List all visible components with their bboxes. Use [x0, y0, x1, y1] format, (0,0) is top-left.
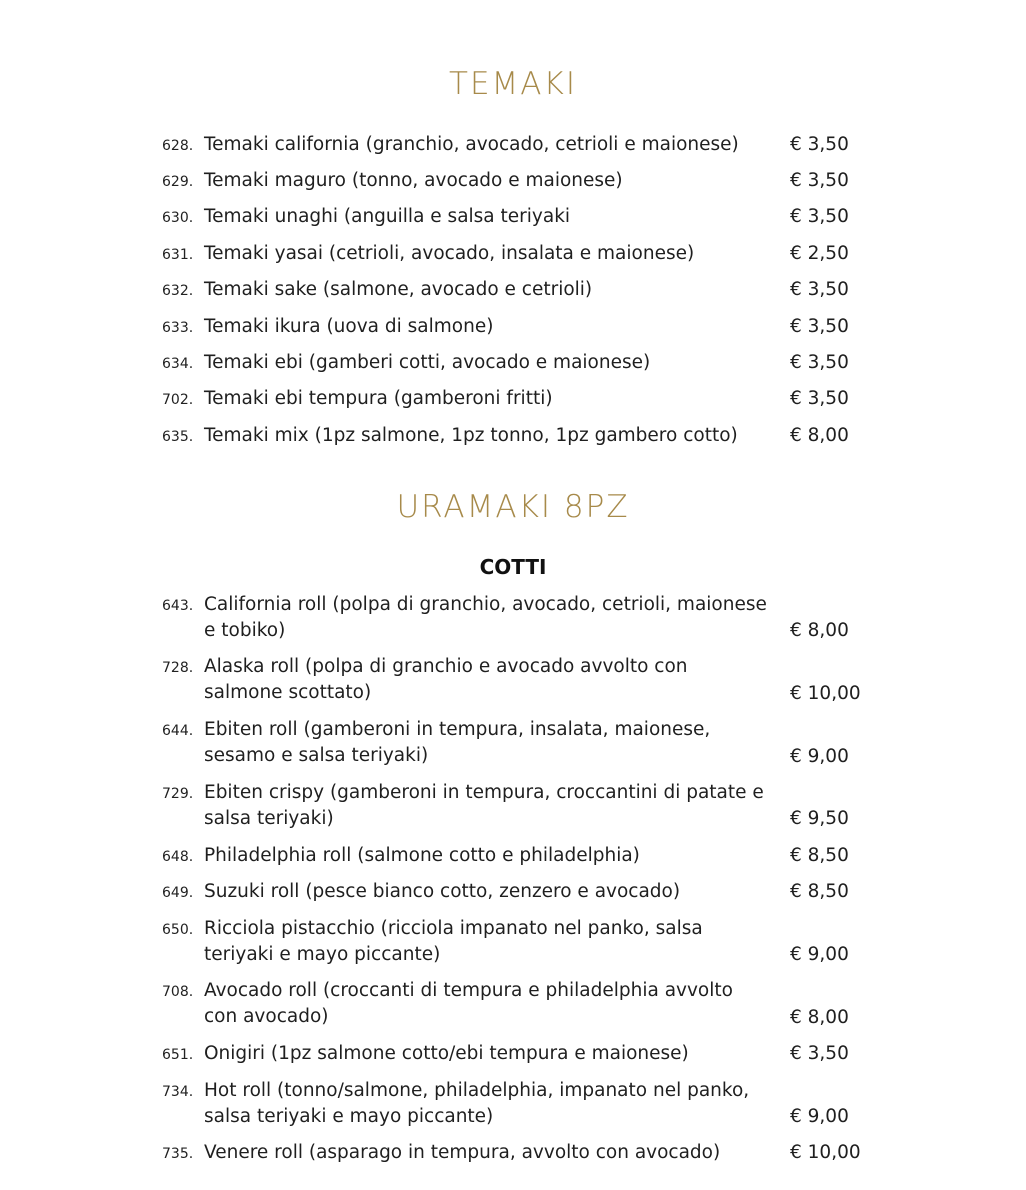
item-description: Alaska roll (polpa di granchio e avocado avvolto con salmone scottato) — [204, 656, 688, 703]
item-number: 728. — [162, 660, 194, 676]
item-price: € 3,50 — [790, 388, 849, 409]
item-price: € 10,00 — [790, 1142, 861, 1163]
item-number: 649. — [162, 885, 194, 901]
item-number: 644. — [162, 723, 194, 739]
subsection-title-cotti: COTTI — [479, 555, 547, 579]
item-description: Ricciola pistacchio (ricciola impanato nel panko, salsa teriyaki e mayo piccante) — [204, 918, 703, 965]
item-number: 631. — [162, 247, 194, 263]
item-price: € 8,00 — [790, 620, 849, 641]
item-description: Temaki ebi tempura (gamberoni fritti) — [204, 388, 553, 409]
item-number: 650. — [162, 922, 194, 938]
item-price: € 3,50 — [790, 1043, 849, 1064]
item-price: € 3,50 — [790, 134, 849, 155]
item-description: Onigiri (1pz salmone cotto/ebi tempura e maionese) — [204, 1043, 689, 1064]
item-price: € 9,50 — [790, 808, 849, 829]
item-description: Temaki ebi (gamberi cotti, avocado e maionese) — [204, 352, 651, 373]
item-price: € 3,50 — [790, 170, 849, 191]
item-description: Temaki yasai (cetrioli, avocado, insalata e maionese) — [204, 243, 695, 264]
item-price: € 8,50 — [790, 845, 849, 866]
item-number: 628. — [162, 138, 194, 154]
item-number: 729. — [162, 786, 194, 802]
item-description: Temaki maguro (tonno, avocado e maionese) — [204, 170, 623, 191]
item-description: Temaki mix (1pz salmone, 1pz tonno, 1pz gambero cotto) — [204, 425, 738, 446]
item-number: 708. — [162, 984, 194, 1000]
section-title-uramaki: URAMAKI 8PZ — [396, 489, 630, 525]
item-description: Ebiten crispy (gamberoni in tempura, croccantini di patate e salsa teriyaki) — [204, 782, 764, 829]
item-price: € 8,50 — [790, 881, 849, 902]
item-price: € 8,00 — [790, 1007, 849, 1028]
item-number: 635. — [162, 429, 194, 445]
item-number: 648. — [162, 849, 194, 865]
item-number: 651. — [162, 1047, 194, 1063]
item-price: € 3,50 — [790, 316, 849, 337]
item-number: 634. — [162, 356, 194, 372]
item-description: Venere roll (asparago in tempura, avvolto con avocado) — [204, 1142, 721, 1163]
item-description: Temaki california (granchio, avocado, cetrioli e maionese) — [204, 134, 739, 155]
item-number: 630. — [162, 210, 194, 226]
item-number: 734. — [162, 1084, 194, 1100]
item-price: € 9,00 — [790, 944, 849, 965]
item-number: 632. — [162, 283, 194, 299]
item-description: Hot roll (tonno/salmone, philadelphia, impanato nel panko, salsa teriyaki e mayo piccante) — [204, 1080, 750, 1127]
item-description: Temaki ikura (uova di salmone) — [204, 316, 494, 337]
item-description: California roll (polpa di granchio, avocado, cetrioli, maionese e tobiko) — [204, 594, 767, 641]
section-title-temaki: TEMAKI — [449, 66, 577, 102]
item-price: € 8,00 — [790, 425, 849, 446]
item-price: € 9,00 — [790, 1106, 849, 1127]
item-number: 633. — [162, 320, 194, 336]
item-price: € 3,50 — [790, 352, 849, 373]
item-description: Temaki sake (salmone, avocado e cetrioli) — [204, 279, 593, 300]
item-price: € 9,00 — [790, 746, 849, 767]
item-number: 643. — [162, 598, 194, 614]
item-number: 629. — [162, 174, 194, 190]
item-price: € 3,50 — [790, 279, 849, 300]
item-price: € 3,50 — [790, 206, 849, 227]
item-price: € 10,00 — [790, 683, 861, 704]
item-number: 735. — [162, 1146, 194, 1162]
item-description: Avocado roll (croccanti di tempura e philadelphia avvolto con avocado) — [204, 980, 733, 1027]
item-description: Suzuki roll (pesce bianco cotto, zenzero e avocado) — [204, 881, 681, 902]
item-description: Philadelphia roll (salmone cotto e philadelphia) — [204, 845, 640, 866]
item-number: 702. — [162, 392, 194, 408]
item-description: Ebiten roll (gamberoni in tempura, insalata, maionese, sesamo e salsa teriyaki) — [204, 719, 711, 766]
item-description: Temaki unaghi (anguilla e salsa teriyaki — [204, 206, 571, 227]
item-price: € 2,50 — [790, 243, 849, 264]
